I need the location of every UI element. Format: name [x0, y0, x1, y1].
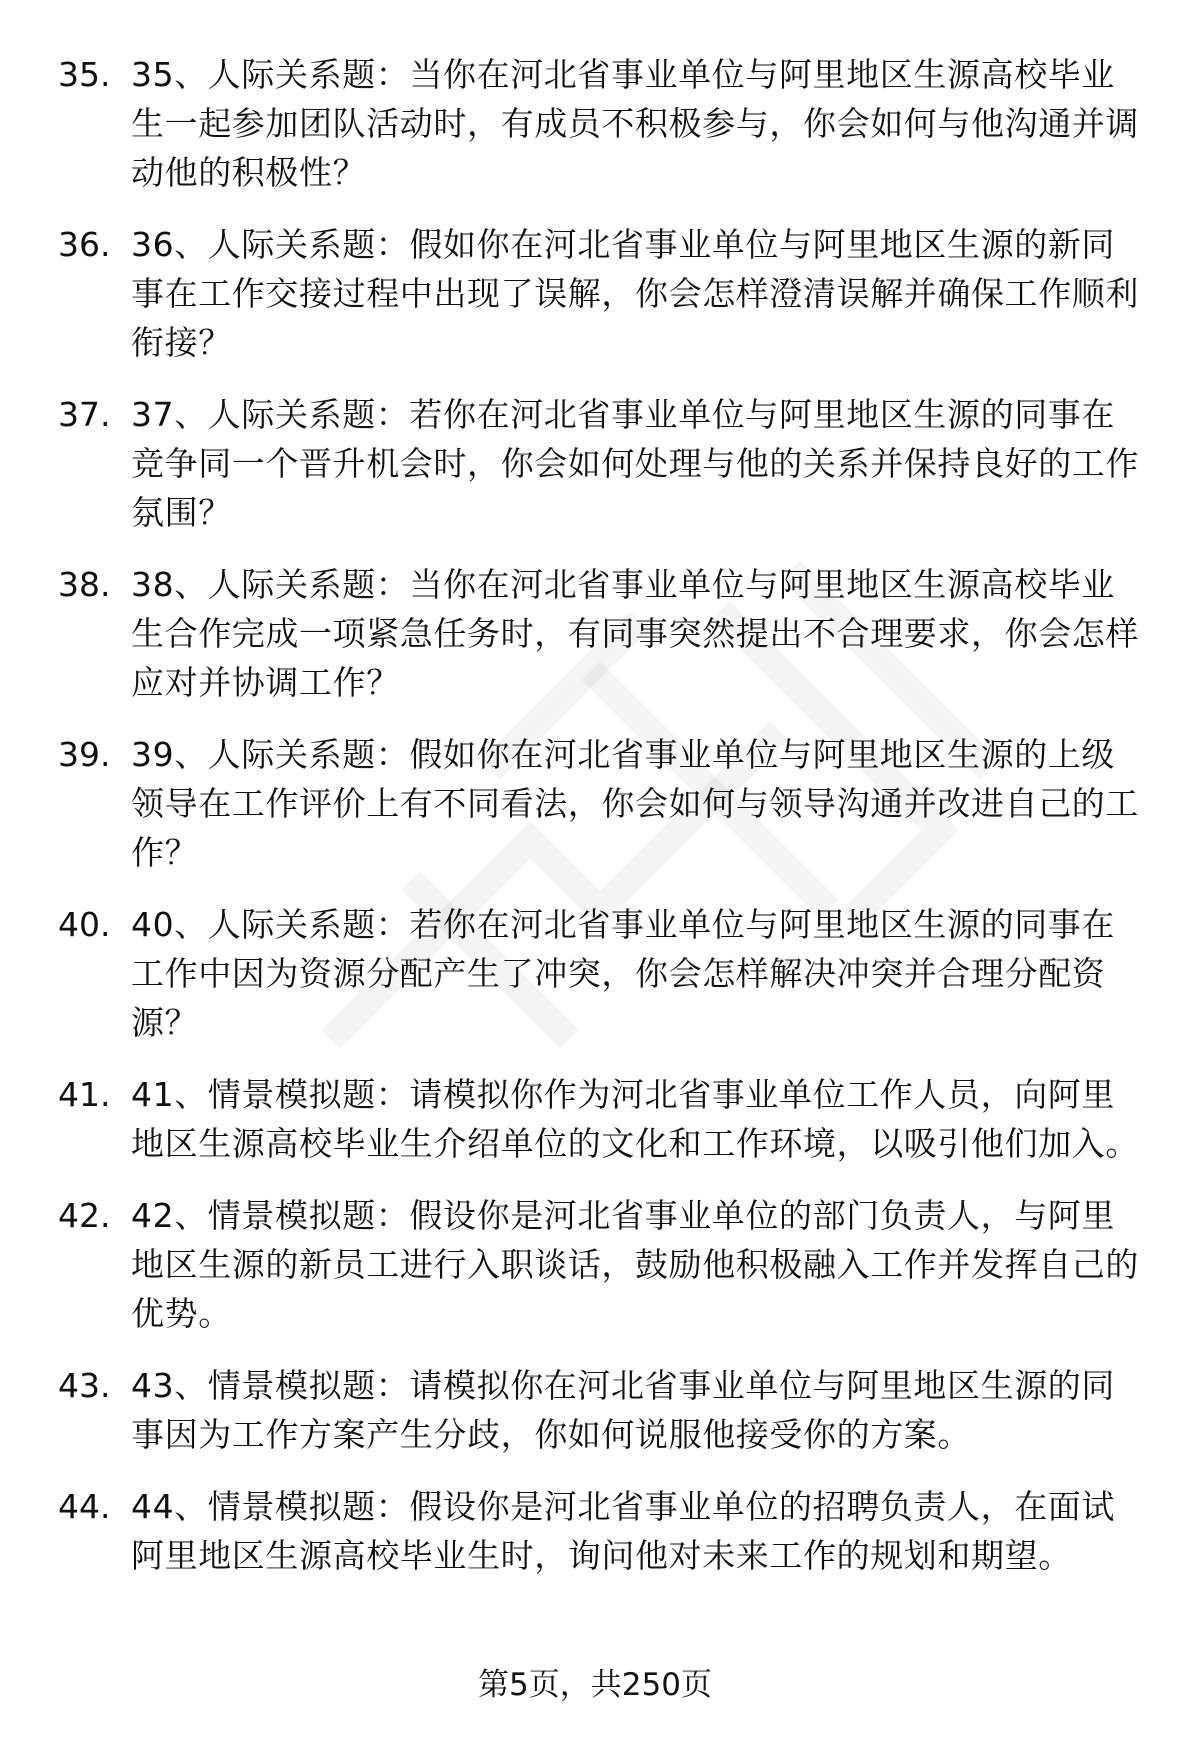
question-number: 35. [58, 55, 111, 94]
question-item [58, 1070, 1148, 1168]
question-list [58, 50, 1148, 1603]
question-number: 41. [58, 1075, 111, 1114]
question-text: 42、情景模拟题：假设你是河北省事业单位的部门负责人，与阿里地区生源的新员工进行入职谈话，鼓励他积极融入工作并发挥自己的优势。 [131, 1196, 1139, 1333]
question-item [58, 1482, 1148, 1580]
question-item [58, 50, 1148, 197]
question-item [58, 560, 1148, 707]
question-item [58, 390, 1148, 537]
question-number: 38. [58, 565, 111, 604]
question-text: 40、人际关系题：若你在河北省事业单位与阿里地区生源的同事在工作中因为资源分配产生了冲突，你会怎样解决冲突并合理分配资源？ [131, 905, 1115, 1042]
question-number: 36. [58, 225, 111, 264]
question-number: 42. [58, 1196, 111, 1235]
question-number: 43. [58, 1366, 111, 1405]
page-indicator: 第5页，共250页 [478, 1667, 712, 1703]
question-text: 39、人际关系题：假如你在河北省事业单位与阿里地区生源的上级领导在工作评价上有不同看法，你会如何与领导沟通并改进自己的工作？ [131, 735, 1139, 872]
question-text: 35、人际关系题：当你在河北省事业单位与阿里地区生源高校毕业生一起参加团队活动时，有成员不积极参与，你会如何与他沟通并调动他的积极性？ [131, 55, 1139, 192]
question-item [58, 1191, 1148, 1338]
question-text: 41、情景模拟题：请模拟你作为河北省事业单位工作人员，向阿里地区生源高校毕业生介绍单位的文化和工作环境，以吸引他们加入。 [131, 1075, 1139, 1163]
question-number: 37. [58, 395, 111, 434]
question-text: 44、情景模拟题：假设你是河北省事业单位的招聘负责人，在面试阿里地区生源高校毕业生时，询问他对未来工作的规划和期望。 [131, 1487, 1115, 1575]
question-number: 39. [58, 735, 111, 774]
question-item [58, 220, 1148, 367]
question-text: 38、人际关系题：当你在河北省事业单位与阿里地区生源高校毕业生合作完成一项紧急任务时，有同事突然提出不合理要求，你会怎样应对并协调工作？ [131, 565, 1139, 702]
question-text: 36、人际关系题：假如你在河北省事业单位与阿里地区生源的新同事在工作交接过程中出现了误解，你会怎样澄清误解并确保工作顺利衔接？ [131, 225, 1139, 362]
question-number: 40. [58, 905, 111, 944]
question-number: 44. [58, 1487, 111, 1526]
question-item [58, 900, 1148, 1047]
question-item [58, 730, 1148, 877]
question-text: 37、人际关系题：若你在河北省事业单位与阿里地区生源的同事在竞争同一个晋升机会时，你会如何处理与他的关系并保持良好的工作氛围？ [131, 395, 1139, 532]
question-item [58, 1361, 1148, 1459]
question-text: 43、情景模拟题：请模拟你在河北省事业单位与阿里地区生源的同事因为工作方案产生分歧，你如何说服他接受你的方案。 [131, 1366, 1115, 1454]
